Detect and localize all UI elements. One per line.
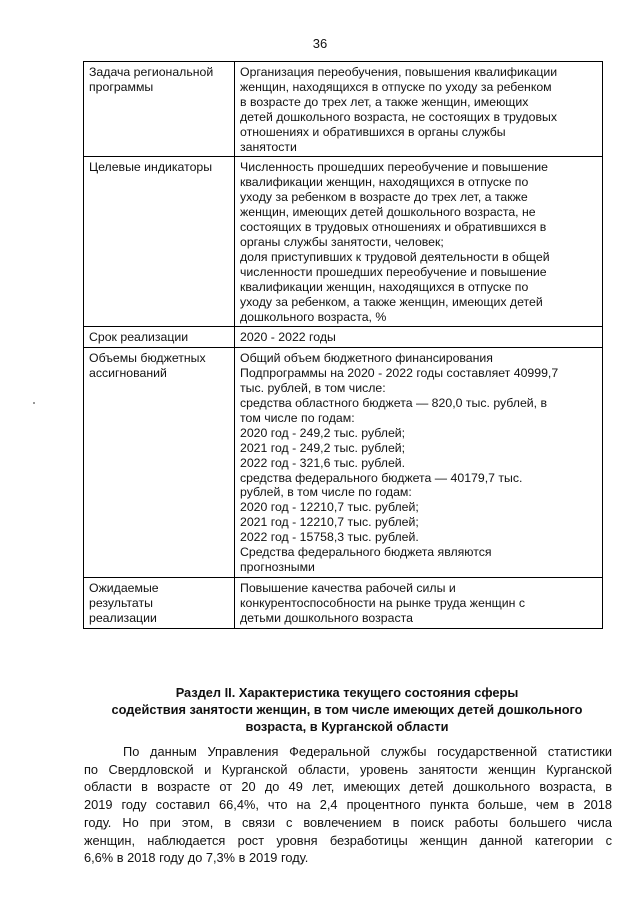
row-label (84, 157, 235, 327)
section-title-line: Раздел II. Характеристика текущего состояния сферы (175, 685, 519, 700)
row-label (84, 577, 235, 628)
value-line: занятости (240, 139, 297, 154)
value-line: уходу за ребенком, а также женщин, имеющих детей (240, 294, 543, 309)
value-line: Повышение качества рабочей силы и (240, 580, 456, 595)
value-line: органы службы занятости, человек; (240, 234, 444, 249)
value-line: средства областного бюджета — 820,0 тыс. рублей, в (240, 396, 548, 411)
table-row-budget (84, 348, 603, 578)
value-line: уходу за ребенком в возрасте до трех лет, а также (240, 190, 528, 205)
section-title-line: содействия занятости женщин, в том числе имеющих детей дошкольного (111, 702, 583, 717)
row-value (235, 577, 603, 628)
table-row-results (84, 577, 603, 628)
value-line: квалификации женщин, находящихся в отпуске по (240, 175, 529, 190)
page-number: 36 (312, 36, 328, 51)
paragraph-line: области в возрасте от 20 до 49 лет, имеющих детей дошкольного возраста, в (84, 779, 612, 795)
label-line: реализации (89, 610, 157, 625)
value-line: Подпрограммы на 2020 - 2022 годы составляет 40999,7 (240, 366, 559, 381)
value-line: тыс. рублей, в том числе: (240, 381, 386, 396)
value-line: 2021 год - 249,2 тыс. рублей; (240, 440, 406, 455)
paragraph-line: году. Но при этом, в связи с вовлечением в поиск работы большего числа (84, 814, 612, 830)
paragraph-line: 2019 году составил 66,4%, что на 2,4 процентного пункта больше, чем в 2018 (84, 797, 612, 813)
label-line: результаты (89, 595, 153, 610)
label-line: Объемы бюджетных (89, 351, 206, 366)
scan-speck (33, 402, 35, 404)
value-line: детьми дошкольного возраста (240, 610, 413, 625)
row-value (235, 62, 603, 157)
value-line: том числе по годам: (240, 410, 355, 425)
value-line: 2022 год - 15758,3 тыс. рублей. (240, 530, 419, 545)
section-title-line: возраста, в Курганской области (245, 719, 449, 734)
value-line: численности прошедших переобучение и повышение (240, 264, 547, 279)
section-paragraph (84, 743, 612, 867)
paragraph-line: по Свердловской и Курганской области, уровень занятости женщин Курганской (84, 761, 612, 777)
value-line: 2022 год - 321,6 тыс. рублей. (240, 455, 406, 470)
value-line: прогнозными (240, 560, 315, 574)
row-value (235, 348, 603, 578)
row-value (235, 157, 603, 327)
value-line: 2021 год - 12210,7 тыс. рублей; (240, 515, 419, 530)
table-row-term (84, 327, 603, 348)
label-line: Срок реализации (89, 330, 189, 345)
row-label (84, 327, 235, 348)
value-line: 2020 - 2022 годы (240, 330, 336, 345)
label-line: Целевые индикаторы (89, 160, 213, 175)
value-line: состоящих в трудовых отношениях и обратившихся в (240, 220, 547, 235)
label-line: программы (89, 79, 154, 94)
value-line: средства федерального бюджета — 40179,7 тыс. (240, 470, 523, 485)
program-passport-table (83, 61, 603, 629)
value-line: рублей, в том числе по годам: (240, 485, 412, 500)
value-line: квалификации женщин, находящихся в отпуске по (240, 279, 529, 294)
value-line: конкурентоспособности на рынке труда женщин с (240, 595, 525, 610)
paragraph-line: 6,6% в 2018 году до 7,3% в 2019 году. (84, 850, 309, 866)
value-line: женщин, имеющих детей дошкольного возраста, не (240, 205, 536, 220)
paragraph-line: женщин, наблюдается рост уровня безработицы женщин данной категории с (84, 832, 612, 848)
row-label (84, 62, 235, 157)
label-line: ассигнований (89, 366, 167, 381)
value-line: Организация переобучения, повышения квалификации (240, 65, 558, 79)
value-line: в возрасте до трех лет, а также женщин, имеющих (240, 94, 529, 109)
label-line: Задача региональной (89, 65, 214, 79)
value-line: Общий объем бюджетного финансирования (240, 351, 493, 366)
section-title (82, 684, 612, 735)
paragraph-line: По данным Управления Федеральной службы государственной статистики (123, 744, 612, 759)
row-label (84, 348, 235, 578)
value-line: отношениях и обратившихся в органы службы (240, 124, 506, 139)
table-row-indicators (84, 157, 603, 327)
value-line: детей дошкольного возраста, не состоящих в трудовых (240, 109, 558, 124)
value-line: 2020 год - 12210,7 тыс. рублей; (240, 500, 419, 515)
value-line: женщин, находящихся в отпуске по уходу за ребенком (240, 79, 552, 94)
value-line: дошкольного возраста, % (240, 309, 387, 324)
value-line: Численность прошедших переобучение и повышение (240, 160, 548, 175)
value-line: Средства федерального бюджета являются (240, 545, 492, 560)
label-line: Ожидаемые (89, 580, 159, 595)
row-value (235, 327, 603, 348)
table-row-task (84, 62, 603, 157)
value-line: 2020 год - 249,2 тыс. рублей; (240, 425, 406, 440)
value-line: доля приступивших к трудовой деятельности в общей (240, 249, 550, 264)
